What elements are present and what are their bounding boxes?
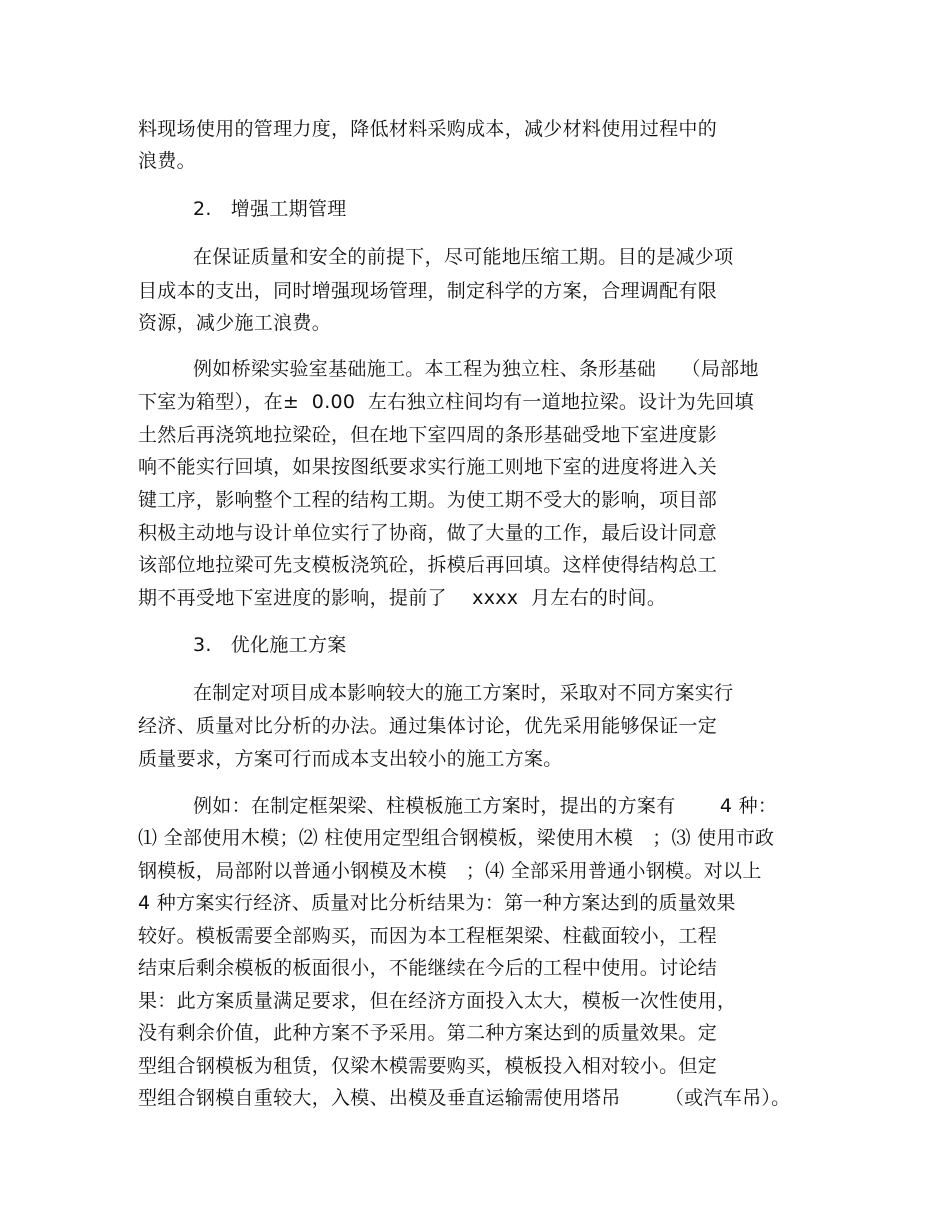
text-line: 经济、质量对比分析的办法。通过集体讨论，优先采用能够保证一定 xyxy=(138,715,718,737)
text-line: 钢模板，局部附以普通小钢模及木模 ；⑷ 全部采用普通小钢模。对以上 xyxy=(138,860,762,882)
text-line: 期不再受地下室进度的影响，提前了 xxxx 月左右的时间。 xyxy=(138,587,667,609)
text-line: 资源，减少施工浪费。 xyxy=(138,312,332,334)
text-line: 例如桥梁实验室基础施工。本工程为独立柱、条形基础 （局部地 xyxy=(193,358,759,380)
text-line: 型组合钢模自重较大，入模、出模及垂直运输需使用塔吊 （或汽车吊）。 xyxy=(138,1087,791,1109)
text-line: 下室为箱型），在± 0.00 左右独立柱间均有一道地拉梁。设计为先回填 xyxy=(138,391,754,413)
text-line: 土然后再浇筑地拉梁砼，但在地下室四周的条形基础受地下室进度影 xyxy=(138,424,718,446)
text-line: ⑴ 全部使用木模；⑵ 柱使用定型组合钢模板，梁使用木模 ；⑶ 使用市政 xyxy=(138,827,775,849)
section-heading: 2. 增强工期管理 xyxy=(193,198,347,220)
text-line: 该部位地拉梁可先支模板浇筑砼，拆模后再回填。这样使得结构总工 xyxy=(138,554,718,576)
text-line: 质量要求，方案可行而成本支出较小的施工方案。 xyxy=(138,748,563,770)
text-line: 在制定对项目成本影响较大的施工方案时，采取对不同方案实行 xyxy=(193,682,734,704)
section-heading: 3. 优化施工方案 xyxy=(193,634,347,656)
text-line: 响不能实行回填，如果按图纸要求实行施工则地下室的进度将进入关 xyxy=(138,456,718,478)
text-line: 果：此方案质量满足要求，但在经济方面投入太大，模板一次性使用， xyxy=(138,990,737,1012)
text-line: 较好。模板需要全部购买，而因为本工程框架梁、柱截面较小，工程 xyxy=(138,925,718,947)
text-line: 例如：在制定框架梁、柱模板施工方案时，提出的方案有 4 种： xyxy=(193,795,778,817)
text-line: 结束后剩余模板的板面很小，不能继续在今后的工程中使用。讨论结 xyxy=(138,957,718,979)
text-line: 料现场使用的管理力度，降低材料采购成本，减少材料使用过程中的 xyxy=(138,118,718,140)
text-line: 没有剩余价值，此种方案不予采用。第二种方案达到的质量效果。定 xyxy=(138,1022,718,1044)
text-line: 4 种方案实行经济、质量对比分析结果为：第一种方案达到的质量效果 xyxy=(138,892,736,914)
text-line: 键工序，影响整个工程的结构工期。为使工期不受大的影响，项目部 xyxy=(138,489,718,511)
text-line: 积极主动地与设计单位实行了协商，做了大量的工作，最后设计同意 xyxy=(138,522,718,544)
text-line: 型组合钢模板为租赁，仅梁木模需要购买，模板投入相对较小。但定 xyxy=(138,1055,718,1077)
text-line: 浪费。 xyxy=(138,150,196,172)
text-line: 目成本的支出，同时增强现场管理，制定科学的方案，合理调配有限 xyxy=(138,280,718,302)
text-line: 在保证质量和安全的前提下，尽可能地压缩工期。目的是减少项 xyxy=(193,246,734,268)
